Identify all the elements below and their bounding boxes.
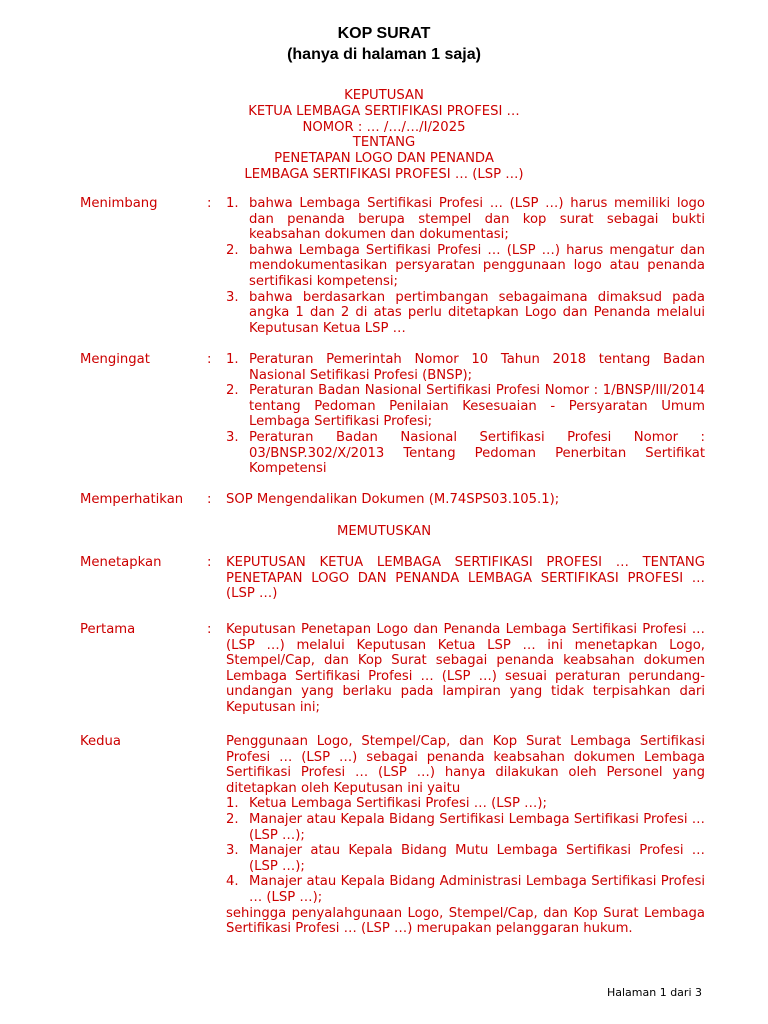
section-body bbox=[226, 622, 705, 716]
decree-heading bbox=[0, 88, 768, 183]
list-item bbox=[226, 843, 705, 874]
memutuskan-heading: MEMUTUSKAN bbox=[336, 524, 432, 539]
section-text: KEPUTUSAN KETUA LEMBAGA SERTIFIKASI PROFESI … TENTANG PENETAPAN LOGO DAN PENANDA LEMBAGA SERTIFIKASI PROFESI … (LSP …) bbox=[226, 555, 705, 602]
item-number: 4. bbox=[226, 874, 239, 890]
section-label: Pertama bbox=[80, 622, 136, 637]
item-text: Peraturan Badan Nasional Sertifikasi Profesi Nomor : 1/BNSP/III/2014 tentang Pedoman Penilaian Kesesuaian - Persyaratan Umum Lembaga Sertifikasi Profesi; bbox=[249, 383, 705, 430]
list-item bbox=[226, 430, 705, 477]
item-text: Manajer atau Kepala Bidang Administrasi Lembaga Sertifikasi Profesi … (LSP …); bbox=[249, 874, 705, 905]
decree-number: NOMOR : … /…/…/I/2025 bbox=[302, 119, 466, 135]
section-label: Mengingat bbox=[80, 352, 150, 367]
list-item bbox=[226, 243, 705, 290]
item-text: bahwa Lembaga Sertifikasi Profesi … (LSP …) harus memiliki logo dan penanda berupa stempel dan kop surat sebagai bukti keabsahan dokumen dan dokumentasi; bbox=[249, 196, 705, 243]
colon: : bbox=[207, 352, 212, 367]
section-intro: Penggunaan Logo, Stempel/Cap, dan Kop Surat Lembaga Sertifikasi Profesi … (LSP …) sebagai penanda keabsahan dokumen Lembaga Sertifikasi Profesi … (LSP …) hanya dilakukan oleh Personel yang ditetapkan oleh Keputusan ini yaitu bbox=[226, 734, 705, 796]
colon: : bbox=[207, 196, 212, 211]
letterhead-title: KOP SURAT bbox=[337, 25, 431, 42]
item-number: 2. bbox=[226, 383, 239, 399]
item-number: 2. bbox=[226, 811, 239, 827]
section-body bbox=[226, 196, 705, 336]
item-text: bahwa berdasarkan pertimbangan sebagaimana dimaksud pada angka 1 dan 2 di atas perlu ditetapkan Logo dan Penanda melalui Keputusan Ketua LSP … bbox=[249, 289, 705, 336]
item-number: 3. bbox=[226, 843, 239, 859]
list-item bbox=[226, 796, 705, 812]
page-number: Halaman 1 dari 3 bbox=[606, 986, 702, 999]
section-body bbox=[226, 352, 705, 477]
decree-subject-line1: PENETAPAN LOGO DAN PENANDA bbox=[274, 151, 494, 167]
decree-issuer: KETUA LEMBAGA SERTIFIKASI PROFESI … bbox=[248, 103, 520, 119]
colon: : bbox=[207, 555, 212, 570]
decree-about: TENTANG bbox=[352, 135, 416, 151]
item-text: Ketua Lembaga Sertifikasi Profesi … (LSP …); bbox=[249, 796, 547, 812]
section-label: Kedua bbox=[80, 734, 121, 749]
item-text: Manajer atau Kepala Bidang Mutu Lembaga Sertifikasi Profesi … (LSP …); bbox=[249, 843, 705, 874]
section-label: Memperhatikan bbox=[80, 492, 184, 507]
item-number: 1. bbox=[226, 352, 239, 367]
section-text: Keputusan Penetapan Logo dan Penanda Lembaga Sertifikasi Profesi … (LSP …) melalui Keputusan Ketua LSP … ini menetapkan Logo, Stempel/Cap, dan Kop Surat sebagai penanda keabsahan dokumen Lembaga Sertifikasi Profesi … (LSP …) sesuai peraturan perundang-undangan yang berlaku pada lampiran yang tidak terpisahkan dari Keputusan ini; bbox=[226, 622, 705, 715]
section-label: Menetapkan bbox=[80, 555, 162, 570]
section-label: Menimbang bbox=[80, 196, 158, 211]
section-text: SOP Mengendalikan Dokumen (M.74SPS03.105.1); bbox=[226, 492, 560, 507]
item-number: 3. bbox=[226, 289, 239, 305]
section-body bbox=[226, 734, 705, 937]
letterhead-note: (hanya di halaman 1 saja) bbox=[287, 46, 481, 63]
list-item bbox=[226, 196, 705, 243]
item-text: Peraturan Pemerintah Nomor 10 Tahun 2018 tentang Badan Nasional Setifikasi Profesi (BNSP); bbox=[249, 352, 705, 383]
decree-title: KEPUTUSAN bbox=[344, 88, 424, 103]
item-text: Peraturan Badan Nasional Sertifikasi Profesi Nomor : 03/BNSP.302/X/2013 Tentang Pedoman Penerbitan Sertifikat Kompetensi bbox=[249, 429, 705, 477]
item-text: bahwa Lembaga Sertifikasi Profesi … (LSP …) harus mengatur dan mendokumentasikan persyaratan penggunaan logo atau penanda sertifikasi kompetensi; bbox=[249, 242, 705, 289]
section-body bbox=[226, 492, 705, 508]
colon: : bbox=[207, 622, 212, 637]
decree-subject-line2: LEMBAGA SERTIFIKASI PROFESI … (LSP …) bbox=[244, 166, 524, 182]
section-body bbox=[226, 555, 705, 602]
list-item bbox=[226, 290, 705, 337]
colon: : bbox=[207, 492, 212, 507]
list-item bbox=[226, 812, 705, 843]
item-number: 1. bbox=[226, 796, 239, 812]
list-item bbox=[226, 383, 705, 430]
item-text: Manajer atau Kepala Bidang Sertifikasi Lembaga Sertifikasi Profesi … (LSP …); bbox=[249, 811, 705, 843]
item-number: 3. bbox=[226, 429, 239, 445]
section-outro: sehingga penyalahgunaan Logo, Stempel/Cap, dan Kop Surat Lembaga Sertifikasi Profesi … (LSP …) merupakan pelanggaran hukum. bbox=[226, 905, 705, 937]
list-item bbox=[226, 352, 705, 383]
item-number: 2. bbox=[226, 242, 239, 258]
item-number: 1. bbox=[226, 196, 239, 211]
list-item bbox=[226, 874, 705, 905]
